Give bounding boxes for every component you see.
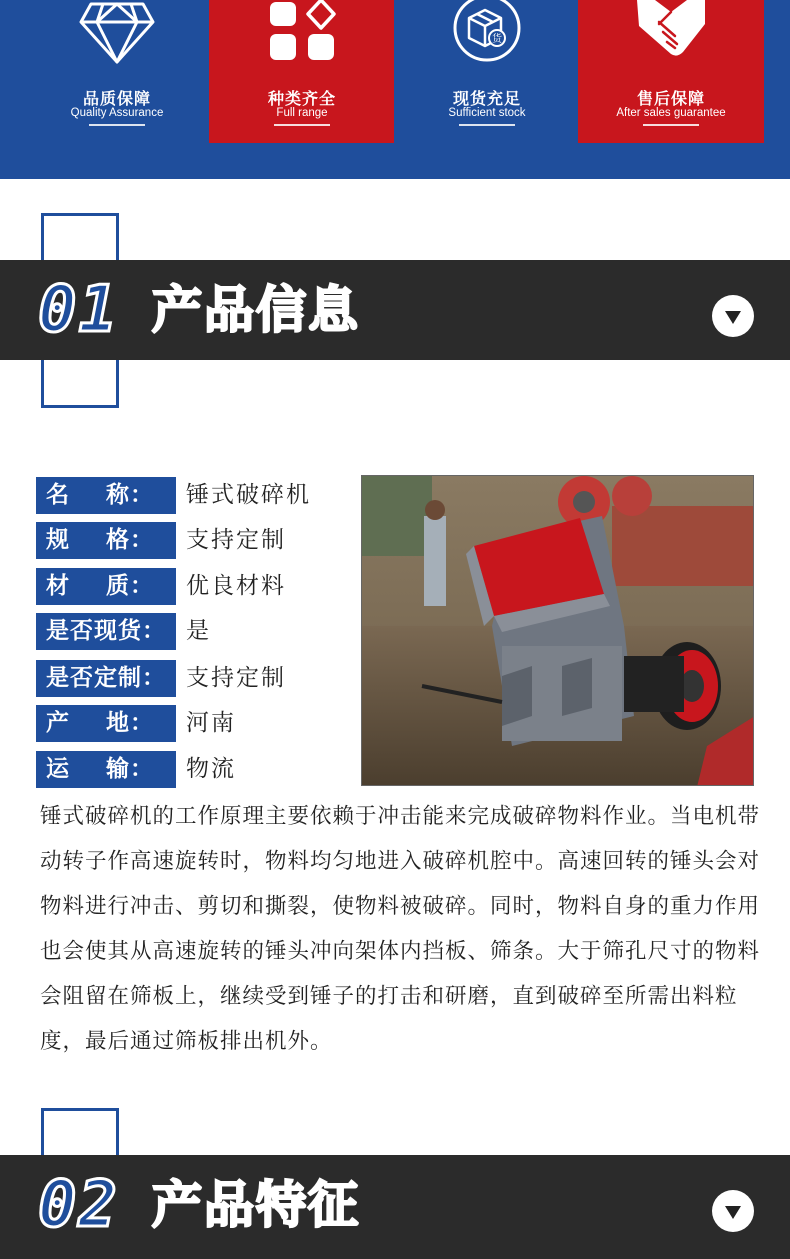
spec-value: 锤式破碎机 xyxy=(186,482,311,508)
chevron-down-icon xyxy=(725,1206,741,1219)
tile-underline xyxy=(643,124,699,126)
spec-row-name xyxy=(36,477,336,514)
tile-title: 种类齐全 xyxy=(267,89,336,108)
spec-value: 是 xyxy=(186,618,211,644)
spec-row-shipping xyxy=(36,751,336,788)
stock-tile xyxy=(394,0,580,143)
spec-label: 是否定制： xyxy=(36,660,176,697)
product-description: 锤式破碎机的工作原理主要依赖于冲击能来完成破碎物料作业。当电机带动转子作高速旋转时，物料均匀地进入破碎机腔中。高速回转的锤头会对物料进行冲击、剪切和撕裂，使物料被破碎。同时，物料自身的重力作用也会使其从高速旋转的锤头冲向架体内挡板、筛条。大于筛孔尺寸的物料会阻留在筛板上，继续受到锤子的打击和研磨，直到破碎至所需出料粒度，最后通过筛板排出机外。 xyxy=(40,804,761,1054)
stock-icon-char: 货 xyxy=(492,34,502,45)
section-header-product-features xyxy=(0,1155,790,1259)
spec-row-material xyxy=(36,568,336,605)
diamond-icon xyxy=(77,0,157,68)
spec-value: 支持定制 xyxy=(186,527,286,553)
range-tile xyxy=(209,0,395,143)
quality-tile xyxy=(24,0,210,143)
spec-row-customizable xyxy=(36,660,336,697)
section-frame-bottom xyxy=(41,360,119,408)
section-number: 02 xyxy=(38,1168,120,1242)
spec-label: 材 质： xyxy=(36,568,176,605)
grid-icon xyxy=(262,0,342,68)
tile-title: 品质保障 xyxy=(82,89,151,108)
section-frame-top xyxy=(41,213,119,261)
spec-row-origin xyxy=(36,705,336,742)
tile-subtitle: After sales guarantee xyxy=(616,107,726,119)
expand-button[interactable] xyxy=(712,1190,754,1232)
after-sales-tile xyxy=(578,0,764,143)
section-header-product-info xyxy=(0,260,790,360)
spec-value: 支持定制 xyxy=(186,665,286,691)
tile-subtitle: Quality Assurance xyxy=(70,107,164,119)
tile-subtitle: Sufficient stock xyxy=(448,107,526,119)
tile-underline xyxy=(459,124,515,126)
spec-value: 河南 xyxy=(186,710,236,736)
spec-row-in-stock xyxy=(36,613,336,650)
spec-label: 名 称： xyxy=(36,477,176,514)
section-title: 产品特征 xyxy=(152,1176,360,1234)
section-title: 产品信息 xyxy=(152,281,360,339)
spec-row-size xyxy=(36,522,336,559)
chevron-down-icon xyxy=(725,311,741,324)
tile-subtitle: Full range xyxy=(276,107,328,119)
spec-value: 物流 xyxy=(186,756,236,782)
handshake-icon xyxy=(631,0,711,68)
feature-banner xyxy=(0,0,790,179)
tile-title: 售后保障 xyxy=(636,89,705,108)
product-photo xyxy=(361,475,754,786)
section-number: 01 xyxy=(38,273,120,347)
tile-title: 现货充足 xyxy=(452,89,521,108)
spec-label: 规 格： xyxy=(36,522,176,559)
spec-value: 优良材料 xyxy=(186,573,286,599)
tile-underline xyxy=(274,124,330,126)
section-frame-top xyxy=(41,1108,119,1156)
spec-label: 产 地： xyxy=(36,705,176,742)
stock-box-icon xyxy=(447,0,527,68)
tile-underline xyxy=(89,124,145,126)
expand-button[interactable] xyxy=(712,295,754,337)
spec-label: 是否现货： xyxy=(36,613,176,650)
spec-label: 运 输： xyxy=(36,751,176,788)
